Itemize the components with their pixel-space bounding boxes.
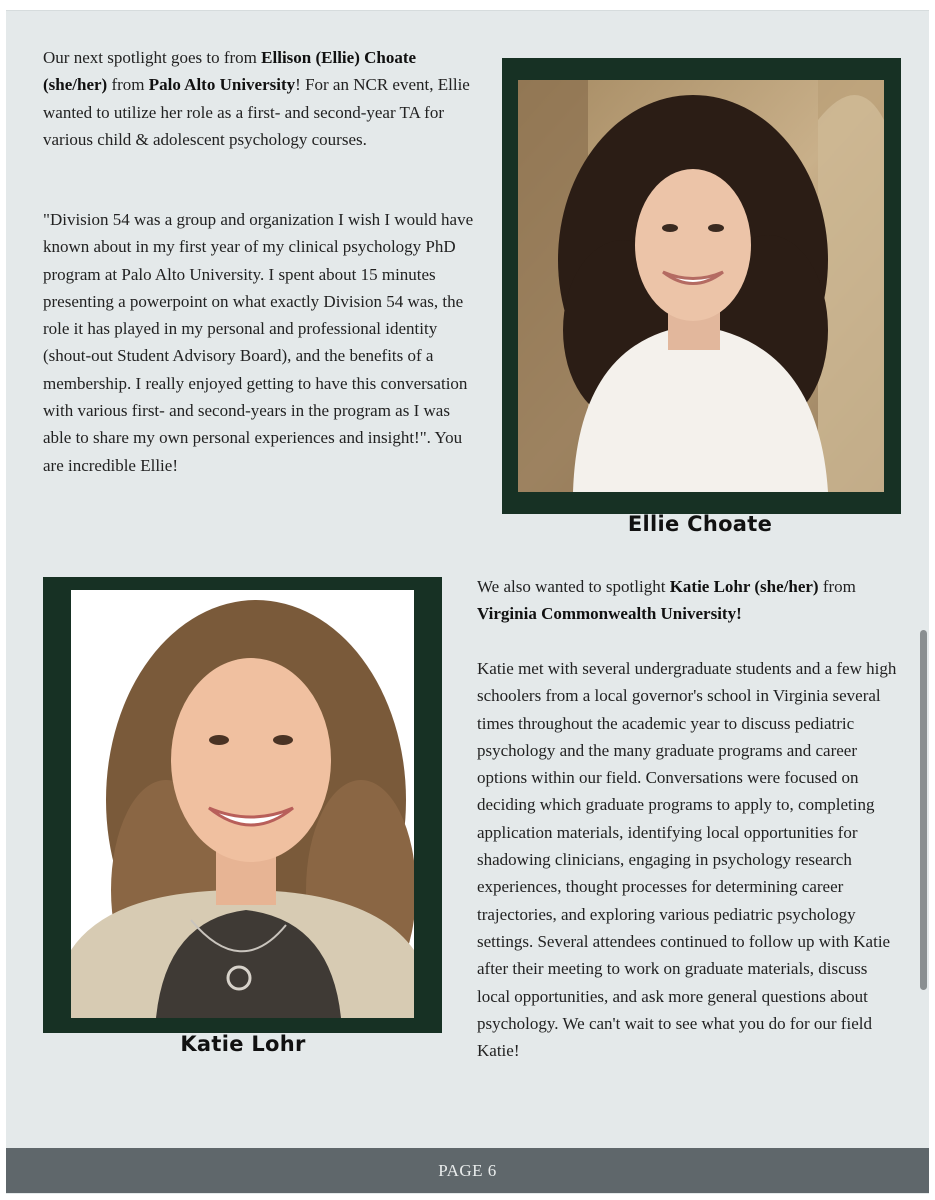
scrollbar-thumb[interactable]	[920, 630, 927, 990]
katie-name: Katie Lohr (she/her)	[669, 577, 819, 596]
katie-intro-paragraph: We also wanted to spotlight Katie Lohr (she/her) from Virginia Commonwealth University!	[477, 577, 856, 624]
ellie-quote-paragraph: "Division 54 was a group and organization I wish I would have known about in my first year of my clinical psychology PhD program at Palo Alto University. I spent about 15 minutes presenting a powerpoint on what exactly Division 54 was, the role it has played in my personal and professional identity (shout-out Student Advisory Board), and the benefits of a membership. I really enjoyed getting to have this conversation with various first- and second-years in the program as I was able to share my own personal experiences and insight!". You are incredible Ellie!	[43, 210, 474, 475]
ellie-caption: Ellie Choate	[627, 512, 773, 536]
katie-photo	[71, 590, 414, 1018]
ellie-intro-paragraph: Our next spotlight goes to from Ellison (Ellie) Choate (she/her) from Palo Alto University! For an NCR event, Ellie wanted to utilize her role as a first- and second-year TA for various child & adolescent psychology courses.	[43, 48, 470, 149]
katie-school: Virginia Commonwealth University!	[477, 604, 742, 624]
ellie-name: Ellison (Ellie) Choate (she/her)	[43, 48, 417, 95]
katie-portrait-image	[71, 590, 414, 1018]
ellie-portrait-image	[518, 80, 884, 492]
katie-body-paragraph: Katie met with several undergraduate students and a few high schoolers from a local governor's school in Virginia several times throughout the academic year to discuss pediatric psychology and the many graduate programs and career options within our field. Conversations were focused on deciding which graduate programs to apply to, completing application materials, identifying local opportunities for shadowing clinicians, engaging in psychology research experiences, thought processes for determining career trajectories, and exploring various pediatric psychology settings. Several attendees continued to follow up with Katie after their meeting to work on graduate materials, discuss local opportunities, and ask more general questions about psychology. We can't wait to see what you do for our field Katie!	[477, 659, 897, 1061]
page-number: PAGE 6	[438, 1160, 497, 1180]
ellie-photo	[518, 80, 884, 492]
page-footer	[6, 1148, 929, 1193]
katie-caption: Katie Lohr	[180, 1032, 306, 1056]
ellie-school: Palo Alto University	[148, 75, 296, 95]
